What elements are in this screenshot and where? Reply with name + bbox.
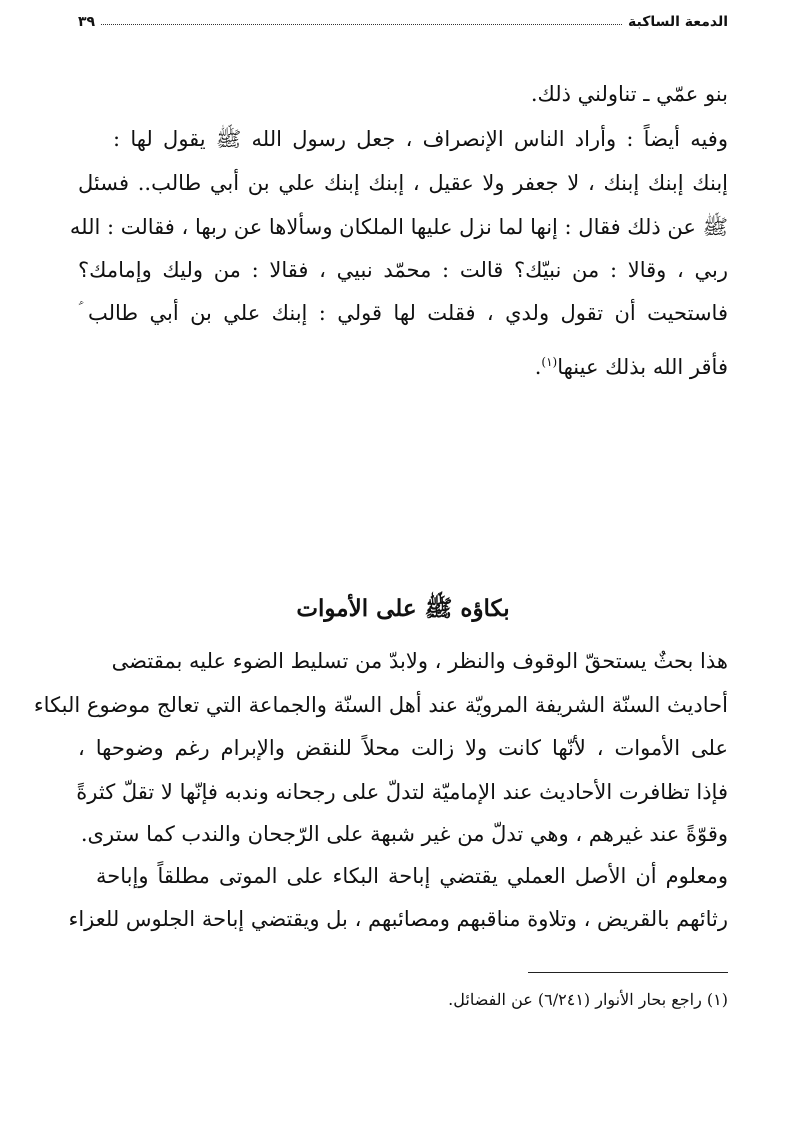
- text-line: هذا بحثٌ يستحقّ الوقوف والنظر ، ولابدّ من تسليط الضوء عليه بمقتضى: [111, 649, 728, 673]
- text-line: وفيه أيضاً : وأراد الناس الإنصراف ، جعل رسول الله ﷺ يقول لها :: [113, 127, 728, 151]
- page-number: ٣٩: [78, 14, 96, 30]
- text-line: رثائهم بالقريض ، وتلاوة مناقبهم ومصائبهم ، بل ويقتضي إباحة الجلوس للعزاء: [68, 907, 728, 931]
- footnote-ref[interactable]: (١): [541, 355, 558, 369]
- footnote: (١) راجع بحار الأنوار (٦/٢٤١) عن الفضائل.: [448, 990, 728, 1009]
- text-line: أحاديث السنّة الشريفة المرويّة عند أهل السنّة والجماعة التي تعالج موضوع البكاء: [33, 693, 728, 717]
- text-line: وقوّةً عند غيرهم ، وهي تدلّ من غير شبهة على الرّجحان والندب كما سترى.: [80, 822, 728, 846]
- text-line: بنو عمّي ـ تناولني ذلك.: [530, 82, 728, 106]
- punct: .: [534, 355, 542, 379]
- running-header: [78, 4, 728, 30]
- text-line: ربي ، وقالا : من نبيّك؟ قالت : محمّد نبيي ، فقالا : من وليك وإمامك؟: [78, 258, 728, 282]
- text-line: فإذا تظافرت الأحاديث عند الإماميّة لتدلّ على رجحانه وندبه فإنّها لا تقلّ كثرةً: [76, 780, 728, 804]
- text-line: فاستحيت أن تقول ولدي ، فقلت لها قولي : إبنك علي بن أبي طالب ؑ: [78, 301, 728, 325]
- section-title: بكاؤه ﷺ على الأموات: [296, 595, 510, 622]
- footnote-separator: [528, 972, 728, 973]
- text-line: إبنك إبنك إبنك ، لا جعفر ولا عقيل ، إبنك إبنك علي بن أبي طالب.. فسئل: [78, 171, 728, 195]
- text-line: ﷺ عن ذلك فقال : إنها لما نزل عليها الملكان وسألاها عن ربها ، فقالت : الله: [69, 215, 728, 239]
- text-line: على الأموات ، لأنّها كانت ولا زالت محلاً للنقض والإبرام رغم وضوحها ،: [78, 736, 728, 760]
- text: فأقر الله بذلك عينها: [557, 355, 728, 379]
- text-line-last: [78, 346, 728, 383]
- text-line: ومعلوم أن الأصل العملي يقتضي إباحة البكاء على الموتى مطلقاً وإباحة: [96, 864, 728, 888]
- header-dot-leader: [101, 24, 622, 25]
- book-title: الدمعة الساكبة: [628, 14, 728, 30]
